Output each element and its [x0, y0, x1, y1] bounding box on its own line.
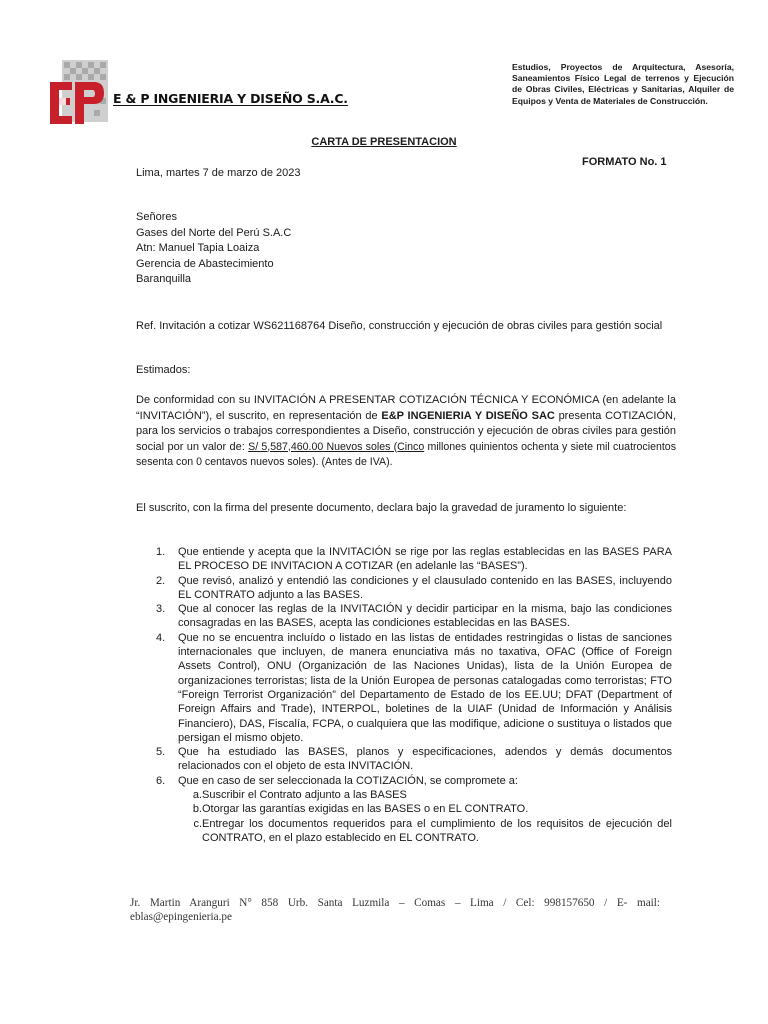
commitment-letter: b. — [192, 803, 202, 816]
addressee-line: Atn: Manuel Tapia Loaiza — [136, 242, 260, 254]
addressee-line: Gerencia de Abastecimiento — [136, 257, 274, 270]
quotation-amount-words: millones quinientos ochenta y siete mil cuatrocientos sesenta con 0 centavos nuevos soles). (Antes de IVA). — [136, 440, 676, 468]
list-item-text: Que en caso de ser seleccionada la COTIZACIÓN, se compromete a: — [178, 774, 518, 787]
list-item — [136, 631, 672, 745]
quotation-text-2: presenta COTIZACIÓN, para los servicios o trabajos correspondientes a Diseño, construcción y ejecución de obras civiles para gestión social por un valor de: — [136, 409, 676, 453]
letter-date: Lima, martes 7 de marzo de 2023 — [136, 167, 301, 179]
commitment-letter: c. — [193, 817, 202, 830]
list-item-number: 6. — [156, 774, 166, 787]
commitment-item — [136, 788, 672, 802]
commitment-text: Entregar los documentos requeridos para el cumplimiento de los requisitos de ejecución del CONTRATO, en el plazo establecido en EL CONTRATO. — [202, 817, 672, 844]
format-number: FORMATO No. 1 — [582, 156, 667, 168]
company-services: Estudios, Proyectos de Arquitectura, Asesoría, Saneamientos Físico Legal de terrenos y Ejecución de Obras Civiles, Eléctricas y Sanitarias, Alquiler de Equipos y Venta de Materiales de Construcción. — [512, 62, 734, 106]
greeting: Estimados: — [136, 364, 191, 376]
list-item-text: Que no se encuentra incluído o listado en las listas de entidades restringidas o listas de sanciones internacionales que incluyen, de manera enunciativa más no taxativa, OFAC (Office of Foreign Assets Control), ONU (Organización de las Naciones Unidas), lista de la Unión Europea de organizaciones terroristas; lista de la Unión Europea de personas catalogadas como terroristas; FTO “Foreign Terrorist Organización” del Departamento de Estado de los EE.UU; DFAT (Department of Foreign Affairs and Trade), INTERPOL, boletines de la UIAF (Unidad de Información y Análisis Financiero), DAS, Fiscalía, FCPA, o cualquiera que las modifique, adicione o sustituya o listados que persigan el mismo objeto. — [178, 631, 672, 744]
addressee-block — [136, 210, 672, 288]
list-item — [136, 745, 672, 774]
list-item-number: 3. — [156, 603, 166, 616]
commitment-letter: a. — [192, 789, 202, 802]
declarations-list — [136, 545, 672, 845]
list-item-text: Que entiende y acepta que la INVITACIÓN se rige por las reglas establecidas en las BASES PARA EL PROCESO DE INVITACION A COTIZAR (en adelanle las “BASES”). — [178, 546, 672, 573]
letter-title: CARTA DE PRESENTACION — [311, 136, 457, 148]
footer-contact — [130, 897, 660, 924]
company-logo — [50, 60, 108, 130]
list-item-number: 1. — [156, 546, 166, 558]
list-item-number: 4. — [156, 631, 166, 644]
list-item-number: 5. — [156, 746, 166, 759]
commitment-item — [136, 802, 672, 816]
company-name-inline: E&P INGENIERIA Y DISEÑO SAC — [381, 409, 555, 422]
addressee-line: Baranquilla — [136, 273, 192, 285]
declaration-intro: El suscrito, con la firma del presente documento, declara bajo la gravedad de juramento lo siguiente: — [136, 502, 627, 514]
footer-address: Jr. Martin Aranguri N° 858 Urb. Santa Luzmila – Comas – Lima / Cel: 998157650 / E- mail: — [130, 897, 660, 909]
list-item — [136, 602, 672, 631]
list-item — [136, 574, 672, 603]
commitment-text: Otorgar las garantías exigidas en las BASES o en EL CONTRATO. — [202, 803, 529, 816]
quotation-paragraph — [136, 393, 676, 471]
list-item — [136, 774, 672, 788]
company-name: E & P INGENIERIA Y DISEÑO S.A.C. — [113, 91, 348, 106]
list-item-text: Que ha estudiado las BASES, planos y especificaciones, adendos y demás documentos relacionados con el objeto de esta INVITACIÓN. — [178, 746, 672, 773]
list-item-text: Que revisó, analizó y entendió las condiciones y el clausulado contenido en las BASES, incluyendo EL CONTRATO adjunto a las BASES. — [178, 574, 672, 601]
list-item — [136, 545, 672, 574]
list-item-number: 2. — [156, 574, 166, 587]
quotation-text-1: De conformidad con su INVITACIÓN A PRESENTAR COTIZACIÓN TÉCNICA Y ECONÓMICA (en adelante la “INVITACIÓN”), el suscrito, en representación de — [136, 394, 676, 422]
addressee-line: Gases del Norte del Perú S.A.C — [136, 226, 292, 239]
list-item-text: Que al conocer las reglas de la INVITACIÓN y decidir participar en la misma, bajo las condiciones consagradas en las BASES, acepta las condiciones establecidas en las BASES. — [178, 603, 672, 630]
footer-email: eblas@epingenieria.pe — [130, 910, 232, 923]
reference-line: Ref. Invitación a cotizar WS621168764 Diseño, construcción y ejecución de obras civiles para gestión social — [136, 320, 663, 332]
addressee-line: Señores — [136, 211, 177, 223]
commitment-text: Suscribir el Contrato adjunto a las BASES — [202, 789, 407, 802]
commitment-item — [136, 817, 672, 846]
quotation-amount: S/ 5,587,460.00 Nuevos soles (Cinco — [248, 440, 425, 453]
